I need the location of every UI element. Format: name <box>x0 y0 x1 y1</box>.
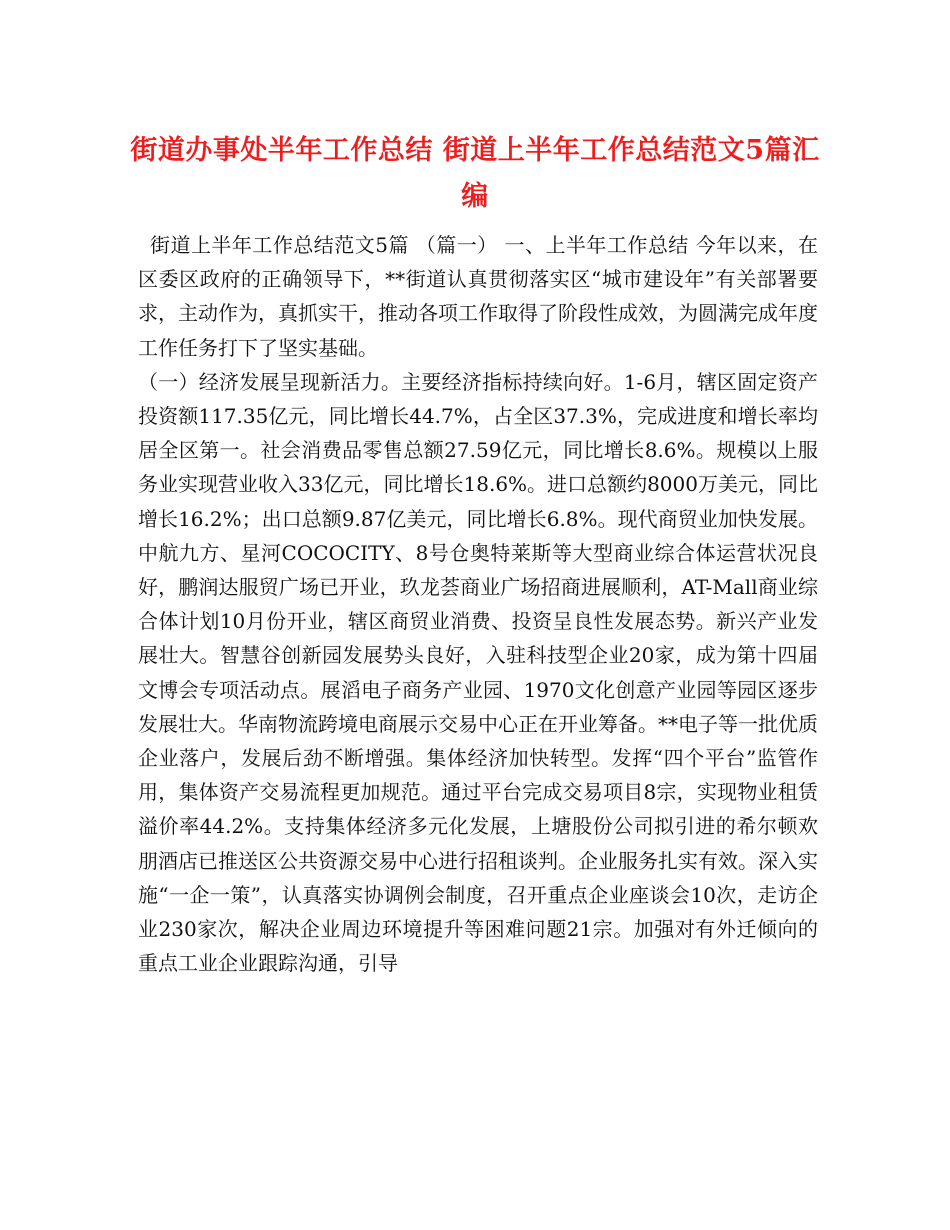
paragraph-economy: （一）经济发展呈现新活力。主要经济指标持续向好。1-6月，辖区固定资产投资额117.35亿元，同比增长44.7%，占全区37.3%，完成进度和增长率均居全区第一。社会消费品零售总额27.59亿元，同比增长8.6%。规模以上服务业实现营业收入33亿元，同比增长18.6%。进口总额约8000万美元，同比增长16.2%；出口总额9.87亿美元，同比增长6.8%。现代商贸业加快发展。中航九方、星河COCOCITY、8号仓奥特莱斯等大型商业综合体运营状况良好，鹏润达服贸广场已开业，玖龙荟商业广场招商进展顺利，AT-Mall商业综合体计划10月份开业，辖区商贸业消费、投资呈良性发展态势。新兴产业发展壮大。智慧谷创新园发展势头良好，入驻科技型企业20家，成为第十四届文博会专项活动点。展滔电子商务产业园、1970文化创意产业园等园区逐步发展壮大。华南物流跨境电商展示交易中心正在开业筹备。**电子等一批优质企业落户，发展后劲不断增强。集体经济加快转型。发挥“四个平台”监管作用，集体资产交易流程更加规范。通过平台完成交易项目8宗，实现物业租赁溢价率44.2%。支持集体经济多元化发展，上塘股份公司拟引进的希尔顿欢朋酒店已推送区公共资源交易中心进行招租谈判。企业服务扎实有效。深入实施“一企一策”，认真落实协调例会制度，召开重点企业座谈会10次，走访企业230家次，解决企业周边环境提升等困难问题21宗。加强对有外迁倾向的重点工业企业跟踪沟通，引导 <box>138 369 818 976</box>
document-body <box>138 228 818 980</box>
document-title: 街道办事处半年工作总结 街道上半年工作总结范文5篇汇编 <box>130 135 820 212</box>
paragraph-intro: 街道上半年工作总结范文5篇 （篇一） 一、上半年工作总结 今年以来，在区委区政府的正确领导下，**街道认真贯彻落实区“城市建设年”有关部署要求，主动作为，真抓实干，推动各项工作取得了阶段性成效，为圆满完成年度工作任务打下了坚实基础。 <box>138 233 818 360</box>
